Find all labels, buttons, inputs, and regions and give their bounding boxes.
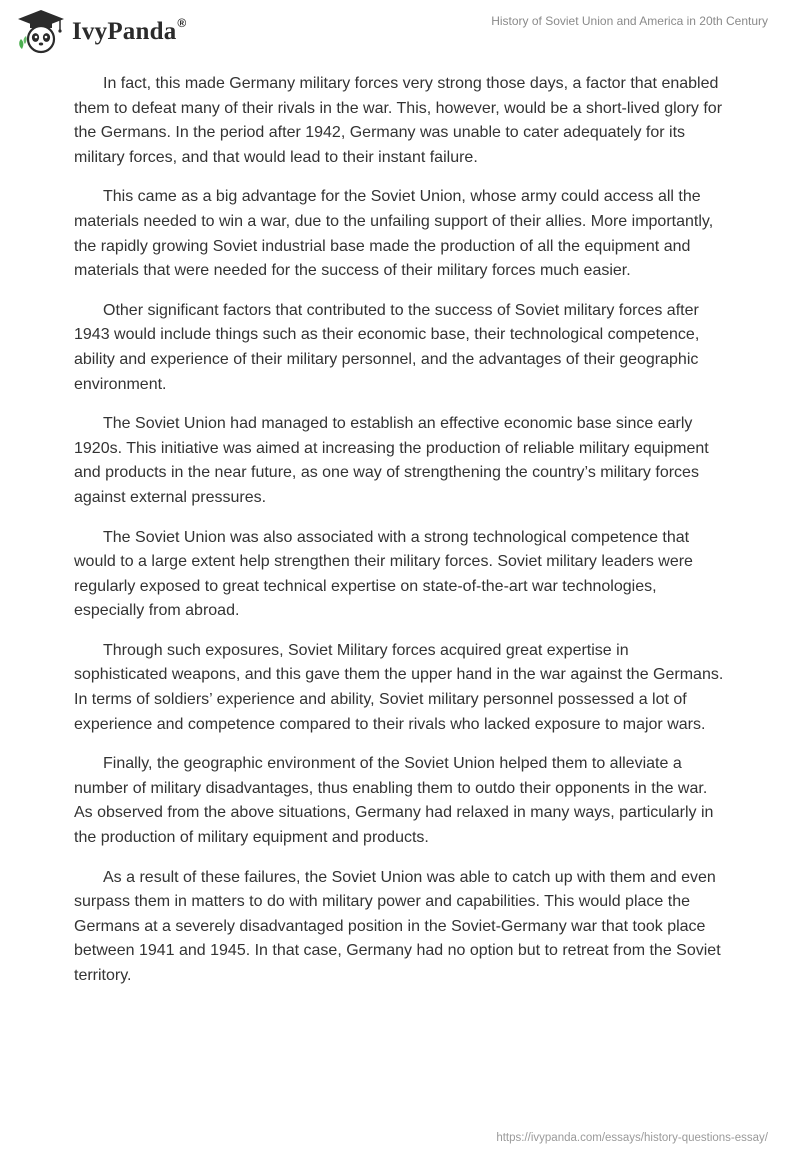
paragraph: Other significant factors that contributed to the success of Soviet military forces after 1943 would include things such as their economic base, their technological competence, ability and experience of their military personnel, and the advantages of their geographic environment.: [74, 301, 700, 393]
brand-name: [72, 18, 186, 46]
paragraph: Finally, the geographic environment of the Soviet Union helped them to alleviate a number of military disadvantages, thus enabling them to outdo their opponents in the war. As observed from the above situations, Germany had relaxed in many ways, particularly in the production of military equipment and products.: [74, 755, 714, 847]
registered-mark: ®: [177, 16, 187, 30]
paragraph: The Soviet Union was also associated with a strong technological competence that would to a large extent help strengthen their military forces. Soviet military leaders were regularly exposed to great technical expertise on state-of-the-art war technologies, especially from abroad.: [74, 528, 693, 620]
paragraph: Through such exposures, Soviet Military forces acquired great expertise in sophisticated weapons, and this gave them the upper hand in the war against the Germans. In terms of soldiers’ experience and ability, Soviet military personnel possessed a lot of experience and competence compared to their rivals who lacked exposure to major wars.: [74, 641, 724, 733]
ivypanda-logo[interactable]: [16, 8, 186, 54]
paragraph: In fact, this made Germany military forces very strong those days, a factor that enabled them to defeat many of their rivals in the war. This, however, would be a short-lived glory for the Germans. In the period after 1942, Germany was unable to cater adequately for its military forces, and that would lead to their instant failure.: [74, 75, 723, 166]
paragraph: This came as a big advantage for the Soviet Union, whose army could access all the materials needed to win a war, due to the unfailing support of their allies. More importantly, the rapidly growing Soviet industrial base made the production of all the equipment and materials that were needed for the success of their military forces much easier.: [74, 188, 714, 280]
document-title: History of Soviet Union and America in 20th Century: [491, 14, 768, 28]
brand-name-text: IvyPanda: [72, 18, 177, 45]
panda-graduation-cap-logo-icon: [16, 8, 66, 54]
essay-body: [74, 72, 726, 1004]
paragraph: The Soviet Union had managed to establish an effective economic base since early 1920s. This initiative was aimed at increasing the production of reliable military equipment and products in the near future, as one way of strengthening the country’s military forces against external pressures.: [74, 415, 709, 506]
page-header: [0, 0, 800, 60]
paragraph: As a result of these failures, the Soviet Union was able to catch up with them and even surpass them in matters to do with military power and capabilities. This would place the Germans at a severely disadvantaged position in the Soviet-Germany war that took place between 1941 and 1945. In that case, Germany had no option but to retreat from the Soviet territory.: [74, 868, 721, 984]
source-url-link[interactable]: https://ivypanda.com/essays/history-questions-essay/: [496, 1132, 768, 1144]
